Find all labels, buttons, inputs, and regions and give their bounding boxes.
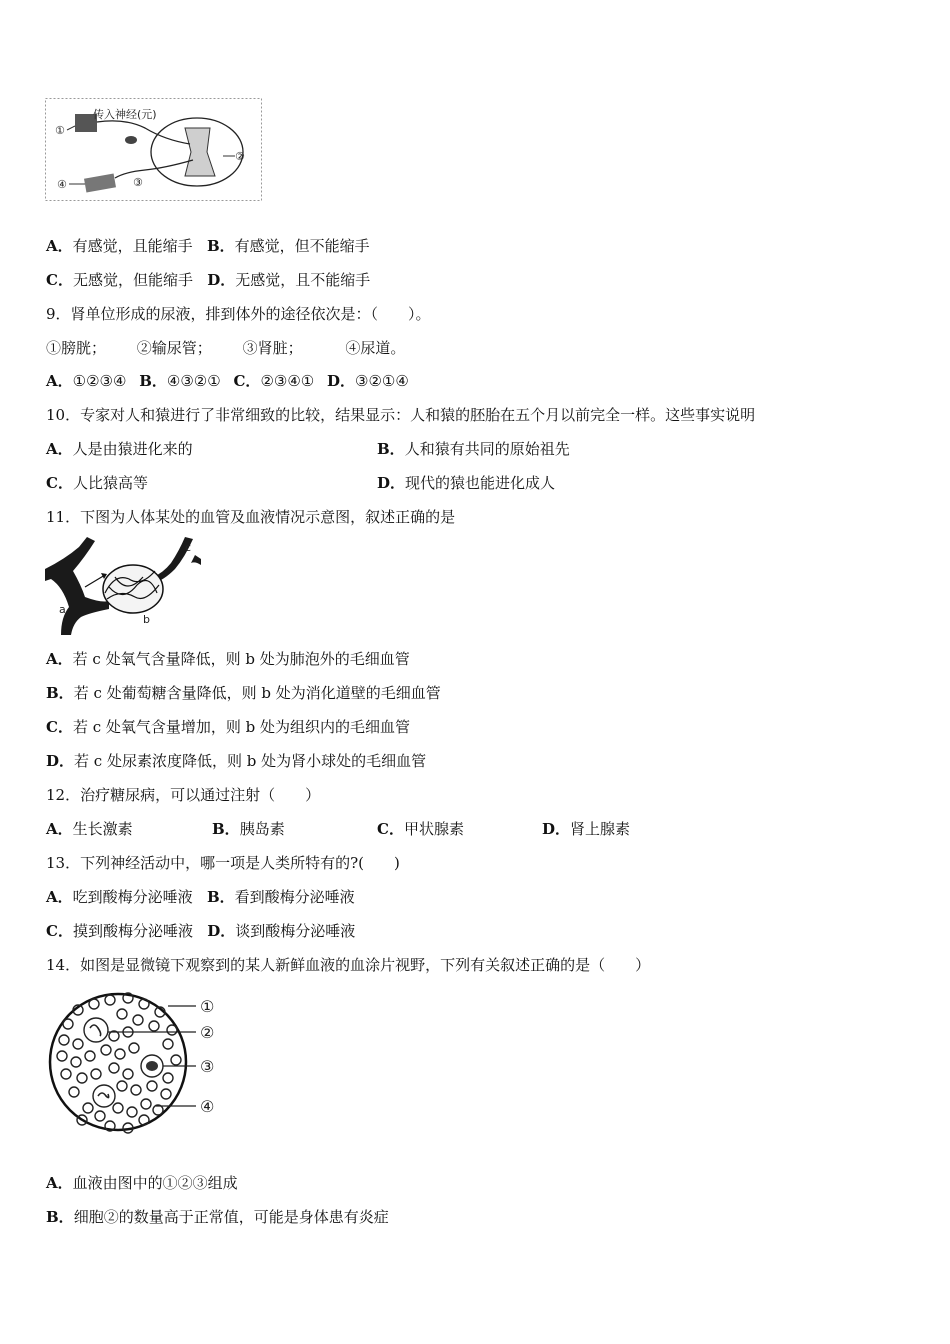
q9-option-a-letter: A． xyxy=(46,372,73,390)
q12-option-b[interactable]: 胰岛素 xyxy=(239,820,285,838)
q10-option-c-row[interactable] xyxy=(46,473,148,493)
q8-option-b-letter: B． xyxy=(206,237,235,255)
q11-option-a-letter: A． xyxy=(46,650,73,668)
q11-option-d-row[interactable] xyxy=(46,751,426,771)
svg-text:a: a xyxy=(59,603,66,616)
q8-option-d[interactable]: 无感觉，且不能缩手 xyxy=(235,271,371,289)
q10-option-d-row[interactable] xyxy=(377,473,555,493)
svg-text:④: ④ xyxy=(57,178,67,191)
q10-option-a-row[interactable] xyxy=(46,439,193,459)
q11-option-b-letter: B． xyxy=(46,684,74,702)
q11-option-d-letter: D． xyxy=(46,752,75,770)
q13-stem: 13．下列神经活动中，哪一项是人类所特有的?( ) xyxy=(46,854,400,872)
q9-item-1: ①膀胱； xyxy=(46,339,107,357)
q12-option-a[interactable]: 生长激素 xyxy=(72,820,133,838)
q8-option-a[interactable]: 有感觉，且能缩手 xyxy=(72,237,193,255)
q10-option-a-letter: A． xyxy=(46,440,73,458)
q8-option-a-letter: A． xyxy=(46,237,73,255)
q10-option-d[interactable]: 现代的猿也能进化成人 xyxy=(405,474,556,492)
q9-option-b[interactable]: ④③②① xyxy=(166,372,221,390)
svg-text:①: ① xyxy=(55,124,65,137)
q13-option-c-letter: C． xyxy=(46,922,73,940)
q9-stem: 9．肾单位形成的尿液，排到体外的途径依次是：（ ）。 xyxy=(46,305,431,323)
q9-item-2: ②输尿管； xyxy=(136,339,212,357)
q8-option-c-letter: C． xyxy=(46,271,73,289)
q11-stem: 11．下图为人体某处的血管及血液情况示意图，叙述正确的是 xyxy=(46,508,456,526)
q10-option-a[interactable]: 人是由猿进化来的 xyxy=(72,440,193,458)
q11-option-a-row[interactable] xyxy=(46,649,410,669)
q12-option-c[interactable]: 甲状腺素 xyxy=(403,820,464,838)
q14-option-b-letter: B． xyxy=(46,1208,74,1226)
svg-text:②: ② xyxy=(235,150,245,163)
q12-option-a-row[interactable] xyxy=(46,819,133,839)
q12-stem: 12．治疗糖尿病，可以通过注射（ ） xyxy=(46,786,321,804)
q9-option-d[interactable]: ③②①④ xyxy=(355,372,409,390)
svg-text:①: ① xyxy=(200,997,215,1016)
capillary-figure xyxy=(45,537,201,635)
q13-option-c[interactable]: 摸到酸梅分泌唾液 xyxy=(72,922,193,940)
q10-option-b-row[interactable] xyxy=(377,439,570,459)
q12-option-d-row[interactable] xyxy=(542,819,630,839)
q11-option-b-row[interactable] xyxy=(46,683,441,703)
q12-option-b-row[interactable] xyxy=(212,819,285,839)
q9-option-d-letter: D． xyxy=(327,372,356,390)
svg-text:②: ② xyxy=(200,1023,215,1042)
q9-option-b-letter: B． xyxy=(139,372,167,390)
q8-option-c[interactable]: 无感觉，但能缩手 xyxy=(72,271,193,289)
q8-options-row-1 xyxy=(46,236,370,256)
blood-smear-figure xyxy=(48,990,224,1142)
q13-option-b-letter: B． xyxy=(206,888,235,906)
q13-option-a-letter: A． xyxy=(46,888,73,906)
q12-option-b-letter: B． xyxy=(212,820,240,838)
q13-option-d-letter: D． xyxy=(207,922,236,940)
q8-option-d-letter: D． xyxy=(207,271,236,289)
q13-option-d[interactable]: 谈到酸梅分泌唾液 xyxy=(235,922,356,940)
q14-option-b-row[interactable] xyxy=(46,1207,389,1227)
svg-text:传入神经(元): 传入神经(元) xyxy=(93,108,157,121)
q13-option-b[interactable]: 看到酸梅分泌唾液 xyxy=(234,888,355,906)
q10-option-b[interactable]: 人和猿有共同的原始祖先 xyxy=(404,440,570,458)
svg-text:c: c xyxy=(185,541,192,554)
q11-option-c-row[interactable] xyxy=(46,717,410,737)
q13-options-row-2 xyxy=(46,921,355,941)
q9-item-4: ④尿道。 xyxy=(345,339,406,357)
q14-option-a[interactable]: 血液由图中的①②③组成 xyxy=(72,1174,238,1192)
q9-item-3: ③肾脏； xyxy=(242,339,303,357)
q14-option-b[interactable]: 细胞②的数量高于正常值，可能是身体患有炎症 xyxy=(73,1208,389,1226)
q11-option-d[interactable]: 若 c 处尿素浓度降低，则 b 处为肾小球处的毛细血管 xyxy=(74,752,427,770)
svg-text:b: b xyxy=(143,613,150,626)
svg-text:③: ③ xyxy=(200,1057,215,1076)
q9-options xyxy=(46,371,409,391)
q11-option-c-letter: C． xyxy=(46,718,73,736)
q10-option-c-letter: C． xyxy=(46,474,73,492)
q14-option-a-row[interactable] xyxy=(46,1173,238,1193)
q14-option-a-letter: A． xyxy=(46,1174,73,1192)
q11-option-c[interactable]: 若 c 处氧气含量增加，则 b 处为组织内的毛细血管 xyxy=(72,718,411,736)
q10-stem: 10．专家对人和猿进行了非常细致的比较，结果显示：人和猿的胚胎在五个月以前完全一样。这些事实说明 xyxy=(46,406,756,424)
reflex-arc-figure xyxy=(45,98,263,202)
q9-option-c-letter: C． xyxy=(233,372,261,390)
q12-option-d[interactable]: 肾上腺素 xyxy=(570,820,631,838)
q11-option-a[interactable]: 若 c 处氧气含量降低，则 b 处为肺泡外的毛细血管 xyxy=(72,650,410,668)
q12-option-d-letter: D． xyxy=(542,820,571,838)
q8-option-b[interactable]: 有感觉，但不能缩手 xyxy=(234,237,370,255)
q11-option-b[interactable]: 若 c 处葡萄糖含量降低，则 b 处为消化道壁的毛细血管 xyxy=(73,684,441,702)
svg-text:④: ④ xyxy=(200,1097,215,1116)
q9-option-a[interactable]: ①②③④ xyxy=(72,372,127,390)
q9-option-c[interactable]: ②③④① xyxy=(260,372,315,390)
q13-option-a[interactable]: 吃到酸梅分泌唾液 xyxy=(72,888,193,906)
q10-option-d-letter: D． xyxy=(377,474,406,492)
q10-option-c[interactable]: 人比猿高等 xyxy=(72,474,148,492)
q12-option-a-letter: A． xyxy=(46,820,73,838)
q13-options-row-1 xyxy=(46,887,355,907)
q12-option-c-row[interactable] xyxy=(377,819,464,839)
q10-option-b-letter: B． xyxy=(377,440,405,458)
q9-items xyxy=(46,338,405,358)
q14-stem: 14．如图是显微镜下观察到的某人新鲜血液的血涂片视野，下列有关叙述正确的是（ ） xyxy=(46,956,651,974)
svg-text:③: ③ xyxy=(133,176,143,189)
q12-option-c-letter: C． xyxy=(377,820,404,838)
q8-options-row-2 xyxy=(46,270,370,290)
